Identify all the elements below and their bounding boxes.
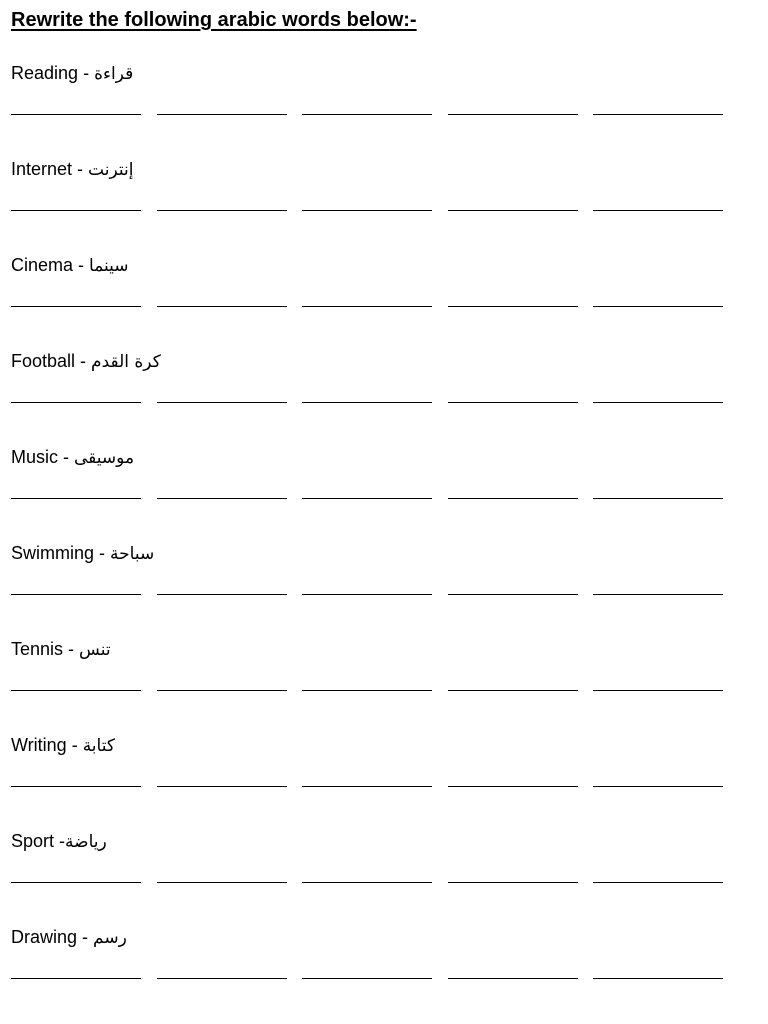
word-separator: - (72, 159, 89, 179)
answer-blank[interactable] (157, 978, 287, 979)
english-word: Swimming (11, 543, 95, 563)
answer-blank[interactable] (448, 210, 578, 211)
answer-blank[interactable] (157, 402, 287, 403)
answer-blank[interactable] (11, 978, 141, 979)
answer-blanks (11, 498, 751, 502)
answer-blank[interactable] (302, 114, 432, 115)
answer-blank[interactable] (593, 210, 723, 211)
answer-blanks (11, 210, 751, 214)
arabic-word: كرة القدم (91, 352, 161, 372)
answer-blank[interactable] (593, 786, 723, 787)
answer-blank[interactable] (448, 498, 578, 499)
word-label (11, 638, 111, 661)
english-word: Drawing (11, 927, 78, 947)
answer-blank[interactable] (302, 690, 432, 691)
answer-blank[interactable] (302, 210, 432, 211)
answer-blank[interactable] (593, 882, 723, 883)
answer-blank[interactable] (593, 690, 723, 691)
answer-blank[interactable] (157, 114, 287, 115)
english-word: Tennis (11, 639, 64, 659)
word-separator: - (78, 63, 95, 83)
arabic-word: سباحة (110, 544, 155, 564)
answer-blank[interactable] (448, 306, 578, 307)
answer-blank[interactable] (448, 786, 578, 787)
answer-blank[interactable] (302, 498, 432, 499)
answer-blanks (11, 114, 751, 118)
answer-blank[interactable] (11, 690, 141, 691)
answer-blanks (11, 882, 751, 886)
word-label (11, 734, 115, 757)
answer-blank[interactable] (11, 594, 141, 595)
word-item-drawing (11, 926, 751, 1022)
word-separator: - (94, 543, 111, 563)
arabic-word: رسم (93, 928, 127, 948)
answer-blanks (11, 786, 751, 790)
word-label (11, 542, 154, 565)
answer-blank[interactable] (11, 402, 141, 403)
word-item-internet (11, 158, 751, 254)
answer-blank[interactable] (11, 786, 141, 787)
answer-blank[interactable] (448, 402, 578, 403)
answer-blank[interactable] (593, 114, 723, 115)
answer-blank[interactable] (157, 690, 287, 691)
answer-blank[interactable] (593, 978, 723, 979)
english-word: Football (11, 351, 76, 371)
word-label (11, 830, 107, 853)
answer-blanks (11, 978, 751, 982)
answer-blank[interactable] (448, 114, 578, 115)
answer-blank[interactable] (157, 786, 287, 787)
answer-blank[interactable] (448, 978, 578, 979)
answer-blank[interactable] (11, 306, 141, 307)
word-separator: - (66, 735, 83, 755)
word-item-tennis (11, 638, 751, 734)
arabic-word: سينما (89, 256, 129, 276)
arabic-word: إنترنت (88, 160, 134, 180)
word-label (11, 62, 133, 85)
arabic-word: رياضة (65, 832, 107, 852)
answer-blank[interactable] (302, 402, 432, 403)
word-label (11, 254, 129, 277)
answer-blank[interactable] (11, 882, 141, 883)
arabic-word: موسيقى (74, 448, 135, 468)
english-word: Cinema (11, 255, 74, 275)
answer-blanks (11, 594, 751, 598)
answer-blank[interactable] (157, 594, 287, 595)
answer-blank[interactable] (157, 306, 287, 307)
answer-blank[interactable] (157, 498, 287, 499)
answer-blank[interactable] (448, 594, 578, 595)
word-item-music (11, 446, 751, 542)
word-item-swimming (11, 542, 751, 638)
arabic-word: كتابة (82, 736, 115, 756)
word-item-sport (11, 830, 751, 926)
answer-blank[interactable] (11, 114, 141, 115)
word-separator: - (63, 639, 80, 659)
answer-blank[interactable] (448, 882, 578, 883)
answer-blank[interactable] (11, 210, 141, 211)
answer-blank[interactable] (157, 882, 287, 883)
word-label (11, 926, 127, 949)
answer-blank[interactable] (302, 786, 432, 787)
answer-blank[interactable] (157, 210, 287, 211)
answer-blank[interactable] (302, 882, 432, 883)
word-separator: - (54, 831, 66, 851)
arabic-word: قراءة (94, 64, 134, 84)
answer-blank[interactable] (302, 594, 432, 595)
word-label (11, 446, 134, 469)
english-word: Sport (11, 831, 55, 851)
word-item-writing (11, 734, 751, 830)
english-word: Writing (11, 735, 67, 755)
word-item-football (11, 350, 751, 446)
word-label (11, 350, 161, 373)
word-separator: - (77, 927, 94, 947)
worksheet-title: Rewrite the following arabic words below:- (11, 9, 417, 31)
answer-blank[interactable] (593, 306, 723, 307)
english-word: Reading (11, 63, 79, 83)
answer-blank[interactable] (593, 498, 723, 499)
answer-blanks (11, 402, 751, 406)
answer-blank[interactable] (593, 594, 723, 595)
word-item-reading (11, 62, 751, 158)
english-word: Internet (11, 159, 73, 179)
word-label (11, 158, 133, 181)
word-separator: - (73, 255, 90, 275)
english-word: Music (11, 447, 59, 467)
word-separator: - (75, 351, 92, 371)
answer-blank[interactable] (593, 402, 723, 403)
arabic-word: تنس (79, 640, 111, 660)
word-item-cinema (11, 254, 751, 350)
answer-blank[interactable] (302, 978, 432, 979)
answer-blank[interactable] (11, 498, 141, 499)
answer-blank[interactable] (302, 306, 432, 307)
answer-blanks (11, 690, 751, 694)
word-separator: - (58, 447, 75, 467)
answer-blanks (11, 306, 751, 310)
answer-blank[interactable] (448, 690, 578, 691)
